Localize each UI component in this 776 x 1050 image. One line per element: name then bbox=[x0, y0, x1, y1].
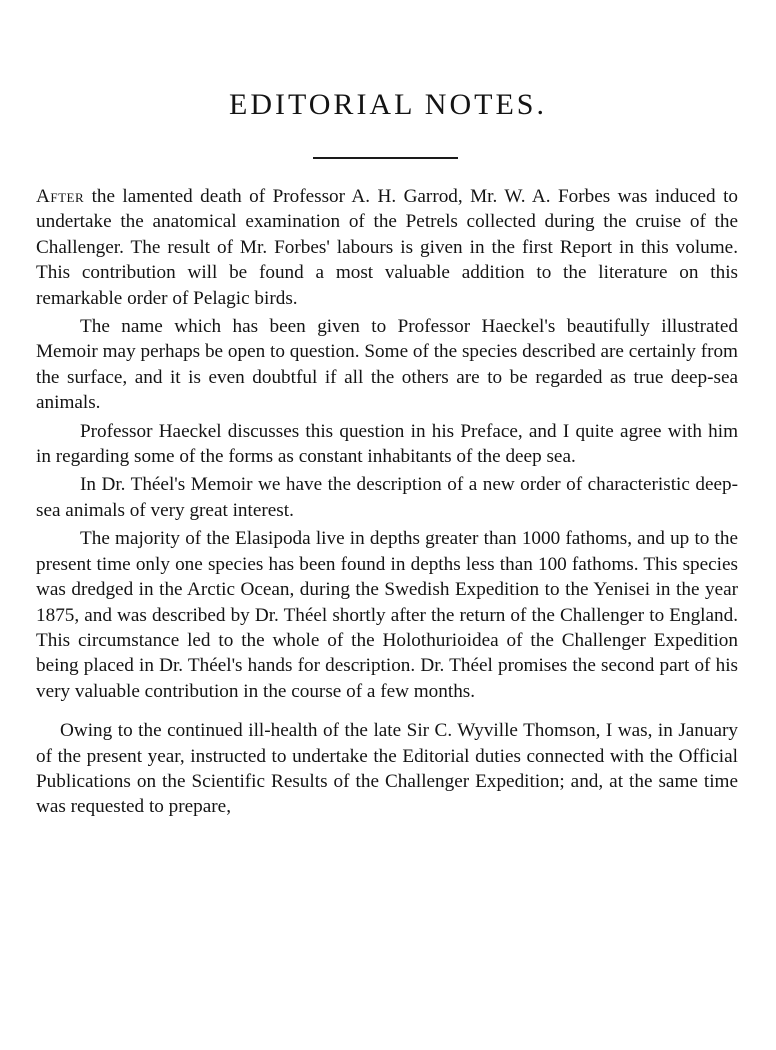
page-title: EDITORIAL NOTES. bbox=[229, 88, 547, 121]
title-rule bbox=[313, 157, 458, 159]
paragraph-text: the lamented death of Professor A. H. Garrod, Mr. W. A. Forbes was induced to undertake the anatomical examination of the Petrels collected during the cruise of the Challenger. The result of Mr. Forbes' labours is given in the first Report in this volume. This contribution will be found a most valuable addition to the literature on this remarkable order of Pelagic birds. bbox=[36, 186, 738, 309]
body-text bbox=[36, 184, 738, 823]
paragraph-4: In Dr. Théel's Memoir we have the description of a new order of characteristic deep-sea animals of very great interest. bbox=[36, 474, 738, 521]
paragraph-1 bbox=[36, 184, 738, 311]
paragraph-lead: After bbox=[36, 186, 85, 207]
paragraph-6: Owing to the continued ill-health of the late Sir C. Wyville Thomson, I was, in January of the present year, instructed to undertake the Editorial duties connected with the Official Publications on the Scientific Results of the Challenger Expedition; and, at the same time was requested to prepare, bbox=[36, 720, 738, 818]
paragraph-3: Professor Haeckel discusses this question in his Preface, and I quite agree with him in regarding some of the forms as constant inhabitants of the deep sea. bbox=[36, 420, 738, 468]
paragraph-2: The name which has been given to Professor Haeckel's beautifully illustrated Memoir may perhaps be open to question. Some of the species described are certainly from the surface, and it is even doubtful if all the others are to be regarded as true deep-sea animals. bbox=[36, 316, 738, 414]
paragraph-5: The majority of the Elasipoda live in depths greater than 1000 fathoms, and up to the present time only one species has been found in depths less than 100 fathoms. This species was dredged in the Arctic Ocean, during the Swedish Expedition to the Yenisei in the year 1875, and was described by Dr. Théel shortly after the return of the Challenger to England. This circumstance led to the whole of the Holothurioidea of the Challenger Expedition being placed in Dr. Théel's hands for description. Dr. Théel promises the second part of his very valuable contribution in the course of a few months. bbox=[36, 528, 738, 702]
